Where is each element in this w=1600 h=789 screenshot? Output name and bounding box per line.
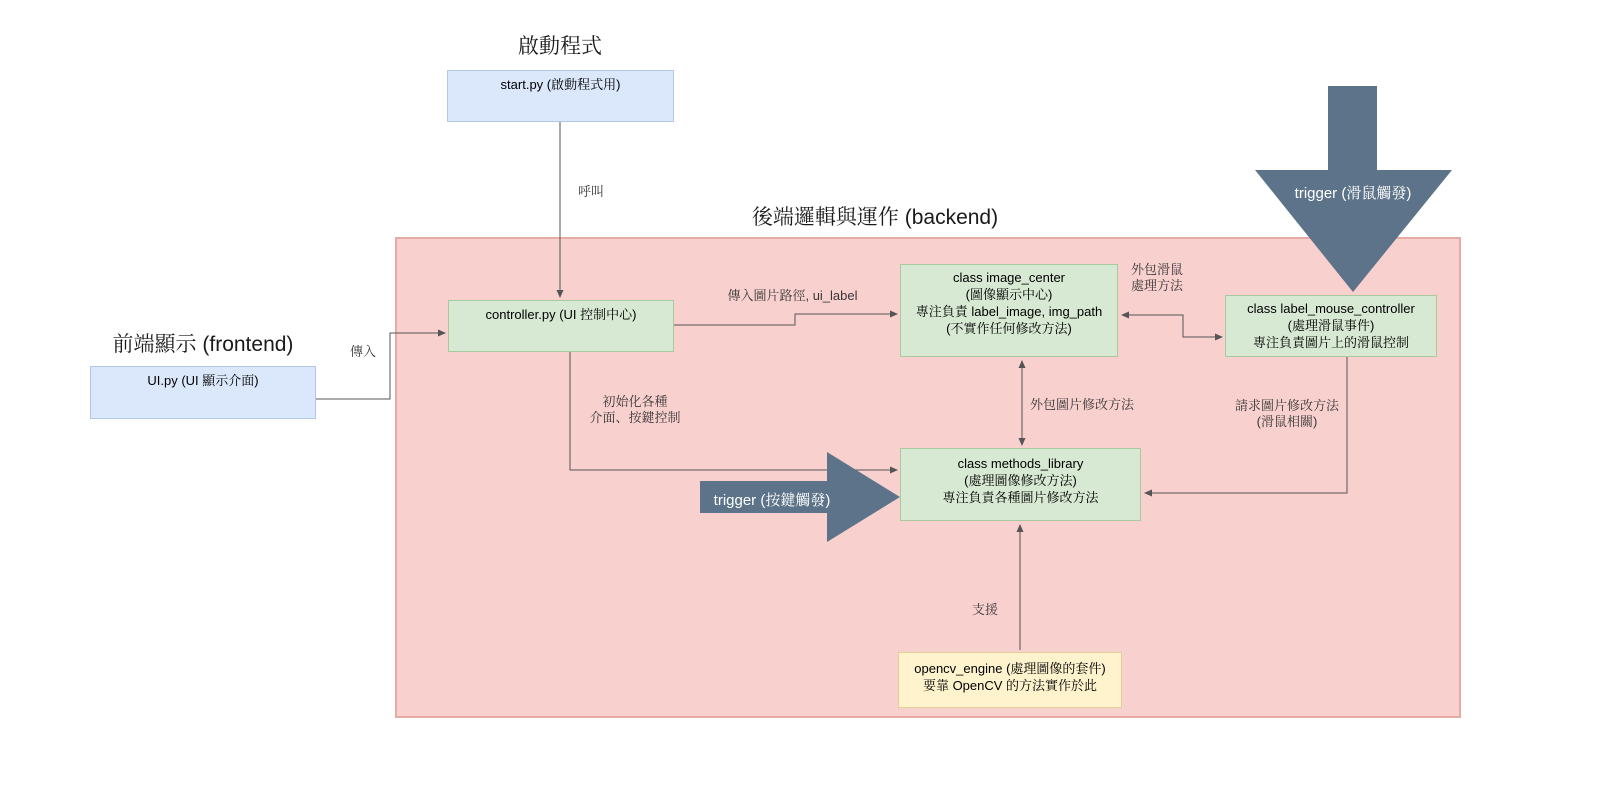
label-mouse-controller-box: [1225, 295, 1437, 357]
edge-label-initialize-line: 介面、按鍵控制: [589, 410, 681, 425]
edge-label-pass-in: 傳入: [350, 344, 377, 359]
image-center-line: (不實作任何修改方法): [946, 321, 1072, 336]
methods-library-box: [900, 448, 1141, 521]
methods-library-line: 專注負責各種圖片修改方法: [942, 490, 1099, 505]
image-center-box: [900, 264, 1118, 357]
label-mouse-controller-line: (處理滑鼠事件): [1287, 318, 1375, 333]
edge-label-outsource-image-methods: 外包圖片修改方法: [1030, 397, 1135, 412]
key-trigger-label: trigger (按鍵觸發): [713, 492, 831, 509]
image-center-line: class image_center: [953, 270, 1065, 285]
controller-py-box: controller.py (UI 控制中心): [448, 300, 674, 352]
edge-label-outsource-mouse-line: 外包滑鼠: [1131, 262, 1184, 277]
edge-label-outsource-mouse: [1131, 262, 1183, 294]
connector-ui-to-controller: [316, 333, 445, 399]
opencv-engine-line: opencv_engine (處理圖像的套件): [914, 661, 1106, 676]
methods-library-line: class methods_library: [957, 456, 1084, 471]
start-py-box: start.py (啟動程式用): [447, 70, 674, 122]
connector-imagecenter-lmc: [1122, 315, 1222, 337]
label-mouse-controller-line: 專注負責圖片上的滑鼠控制: [1252, 335, 1409, 350]
frontend-section-title: 前端顯示 (frontend): [112, 333, 294, 356]
mouse-trigger-label: trigger (滑鼠觸發): [1294, 185, 1412, 202]
edge-label-initialize-line: 初始化各種: [602, 394, 668, 409]
edge-label-pass-image-path: 傳入圖片路徑, ui_label: [727, 288, 858, 303]
start-section-title: 啟動程式: [518, 35, 602, 58]
image-center-line: (圖像顯示中心): [965, 287, 1053, 302]
edge-label-request-methods-line: (滑鼠相關): [1256, 414, 1318, 429]
edge-label-call: 呼叫: [578, 184, 605, 199]
opencv-engine-box: [898, 652, 1122, 708]
edge-label-support: 支援: [972, 602, 999, 617]
ui-py-box: UI.py (UI 顯示介面): [90, 366, 316, 419]
edge-label-request-methods-line: 請求圖片修改方法: [1234, 398, 1339, 413]
label-mouse-controller-line: class label_mouse_controller: [1247, 301, 1415, 316]
backend-section-title: 後端邏輯與運作 (backend): [751, 206, 999, 229]
edge-label-initialize: [575, 394, 695, 426]
edge-label-outsource-mouse-line: 處理方法: [1131, 278, 1184, 293]
image-center-line: 專注負責 label_image, img_path: [915, 304, 1103, 319]
connector-controller-to-imagecenter: [674, 314, 897, 325]
methods-library-line: (處理圖像修改方法): [964, 473, 1077, 488]
opencv-engine-line: 要靠 OpenCV 的方法實作於此: [922, 678, 1098, 693]
edge-label-request-methods: [1221, 398, 1353, 430]
